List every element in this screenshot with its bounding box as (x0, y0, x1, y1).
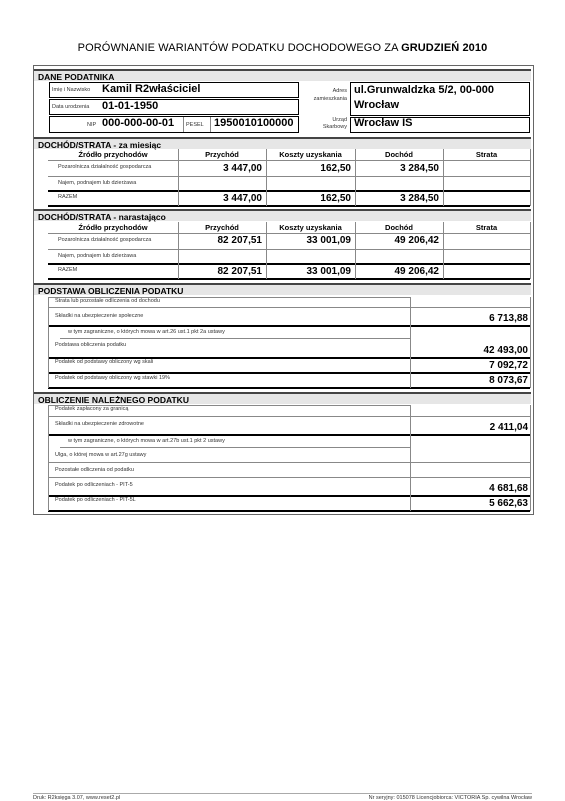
cumulative-row1-source: Pozarolnicza działalność gospodarcza (58, 237, 152, 243)
basis-row6-label: Podatek od podstawy obliczony wg stawki 19% (55, 375, 170, 381)
basis-row6-value: 8 073,67 (489, 375, 528, 386)
basis-row4-value: 42 493,00 (483, 345, 528, 356)
cumulative-header-income: Przychód (205, 223, 239, 232)
basis-row5-value: 7 092,72 (489, 360, 528, 371)
title-prefix: PORÓWNANIE WARIANTÓW PODATKU DOCHODOWEGO ZA (77, 42, 398, 54)
cumulative-header-profit: Dochód (385, 223, 413, 232)
nip-value: 000-000-00-01 (102, 117, 175, 129)
pesel-value: 1950010100000 (214, 117, 294, 129)
monthly-total-profit: 3 284,50 (400, 193, 439, 204)
due-row6-value: 4 681,68 (489, 483, 528, 494)
monthly-row1-income: 3 447,00 (223, 163, 262, 174)
name-value: Kamil R2właściciel (102, 83, 201, 95)
due-row7-label: Podatek po odliczeniach - PIT-5L (55, 497, 136, 503)
monthly-total-income: 3 447,00 (223, 193, 262, 204)
due-row2-value: 2 411,04 (489, 422, 528, 433)
monthly-header-income: Przychód (205, 150, 239, 159)
section-monthly: DOCHÓD/STRATA - za miesiąc (34, 137, 531, 149)
address-label-1: Adres (332, 88, 347, 94)
section-taxpayer: DANE PODATNIKA (34, 69, 531, 81)
dob-value: 01-01-1950 (102, 100, 159, 112)
cumulative-row2-source: Najem, podnajem lub dzierżawa (58, 253, 137, 259)
basis-row3-label: w tym zagraniczne, o których mowa w art.26 ust.1 pkt 2a ustawy (68, 329, 225, 335)
cumulative-header-loss: Strata (475, 223, 498, 232)
monthly-row1-costs: 162,50 (320, 163, 351, 174)
monthly-total-costs: 162,50 (320, 193, 351, 204)
pesel-label: PESEL (186, 122, 204, 128)
due-row3-label: w tym zagraniczne, o których mowa w art.27b ust.1 pkt 2 ustawy (68, 438, 225, 444)
cumulative-row1-costs: 33 001,09 (306, 235, 351, 246)
due-row6-label: Podatek po odliczeniach - PIT-5 (55, 482, 133, 488)
address-line1: ul.Grunwaldzka 5/2, 00-000 (354, 84, 495, 96)
basis-row1-label: Strata lub pozostałe odliczenia od dochodu (55, 298, 160, 304)
cumulative-header-costs: Koszty uzyskania (279, 223, 342, 232)
monthly-header-profit: Dochód (385, 150, 413, 159)
due-row7-value: 5 662,63 (489, 498, 528, 509)
monthly-header-source: Źródło przychodów (78, 150, 148, 159)
office-label-1: Urząd (332, 117, 347, 123)
basis-row5-label: Podatek od podstawy obliczony wg skali (55, 359, 154, 365)
cumulative-row1-profit: 49 206,42 (394, 235, 439, 246)
section-due: OBLICZENIE NALEŻNEGO PODATKU (34, 392, 531, 404)
due-row5-label: Pozostałe odliczenia od podatku (55, 467, 134, 473)
name-label: Imię i Nazwisko (52, 87, 91, 93)
page-title (0, 42, 565, 54)
section-cumulative: DOCHÓD/STRATA - narastająco (34, 209, 531, 221)
monthly-row2-source: Najem, podnajem lub dzierżawa (58, 180, 137, 186)
monthly-header-costs: Koszty uzyskania (279, 150, 342, 159)
cumulative-total-label: RAZEM (58, 267, 78, 273)
nip-label: NIP (87, 122, 97, 128)
address-line2: Wrocław (354, 99, 400, 111)
section-basis: PODSTAWA OBLICZENIA PODATKU (34, 283, 531, 295)
cumulative-total-income: 82 207,51 (217, 266, 262, 277)
due-row4-label: Ulga, o której mowa w art.27g ustawy (55, 452, 147, 458)
cumulative-row1-income: 82 207,51 (217, 235, 262, 246)
address-label-2: zamieszkania (313, 96, 347, 102)
basis-row2-value: 6 713,88 (489, 313, 528, 324)
cumulative-total-profit: 49 206,42 (394, 266, 439, 277)
monthly-header-loss: Strata (475, 150, 498, 159)
dob-label: Data urodzenia (52, 104, 90, 110)
due-row2-label: Składki na ubezpieczenie zdrowotne (55, 421, 144, 427)
monthly-total-label: RAZEM (58, 194, 78, 200)
office-value: Wrocław IS (354, 117, 413, 129)
monthly-row1-source: Pozarolnicza działalność gospodarcza (58, 164, 152, 170)
footer-right: Nr seryjny: 015078 Licencjobiorca: VICTORIA Sp. cywilna Wrocław (368, 795, 532, 801)
due-row1-label: Podatek zapłacony za granicą (55, 406, 129, 412)
basis-row2-label: Składki na ubezpieczenie społeczne (55, 313, 144, 319)
monthly-row1-profit: 3 284,50 (400, 163, 439, 174)
basis-row4-label: Podstawa obliczenia podatku (55, 342, 127, 348)
cumulative-header-source: Źródło przychodów (78, 223, 148, 232)
cumulative-total-costs: 33 001,09 (306, 266, 351, 277)
title-period: GRUDZIEŃ 2010 (401, 42, 488, 54)
office-label-2: Skarbowy (322, 124, 347, 130)
footer-left: Druk: R2księga 3.07, www.reset2.pl (33, 795, 121, 801)
